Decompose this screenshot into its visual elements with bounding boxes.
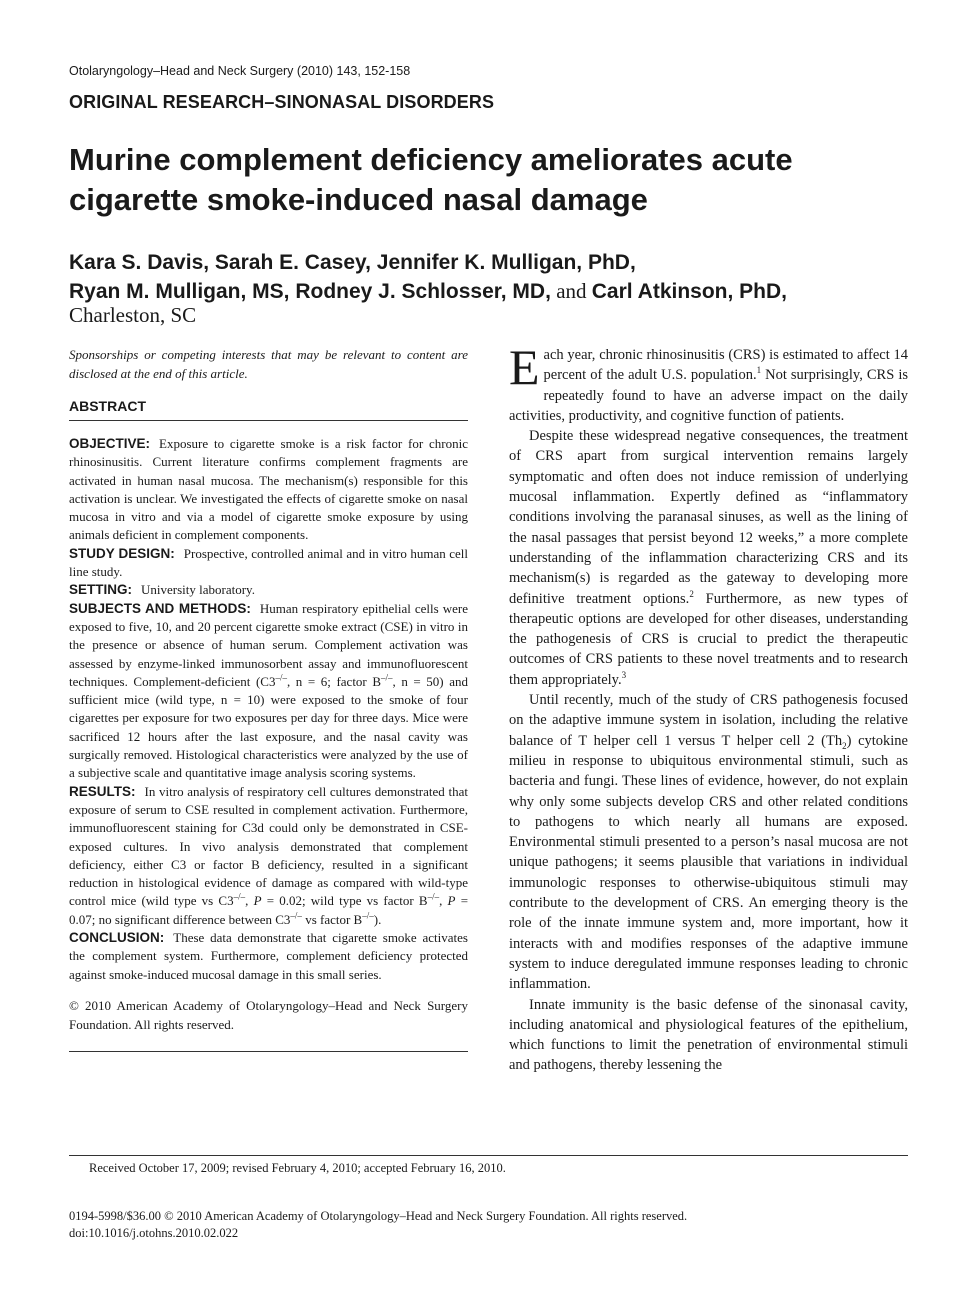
author-names-2b: Carl Atkinson, PhD,	[591, 280, 788, 303]
article-title: Murine complement deficiency ameliorates acute cigarette smoke-induced nasal damage	[69, 142, 793, 217]
abstract-copyright: © 2010 American Academy of Otolaryngology–Head and Neck Surgery Foundation. All rights reserved.	[69, 997, 468, 1032]
conclusion-label: CONCLUSION:	[69, 930, 165, 946]
knockout-superscript: –/–	[362, 910, 374, 921]
column-divider	[69, 1051, 468, 1052]
body-text: Until recently, much of the study of CRS pathogenesis focused on the adaptive immune system in isolation, including the relative balance of T helper cell 1 versus T helper cell 2 (Th	[509, 692, 908, 749]
p-value-symbol: P	[253, 893, 262, 909]
methods-label: SUBJECTS AND METHODS:	[69, 600, 251, 616]
setting-label: SETTING:	[69, 582, 132, 598]
author-list	[69, 249, 929, 306]
body-text: ) cytokine milieu in response to ubiquitous environmental stimuli, such as bacteria and fungi. These lines of evidence, however, do not explain why only some subjects develop CRS and other related conditions to pathogens to which nearly all humans are exposed. Environmental stimuli presented to a person’s nasal mucosa are not unique pathogens; it seems plausible that variations in individual immunologic responses to otherwise-ubiquitous stimuli may contribute to the development of CRS. An emerging theory is the role of the innate immune system and, more important, how it interacts with and modifies responses of the adaptive immune system to induce deregulated immune responses leading to chronic inflammation.	[509, 732, 908, 993]
results-text-6: vs factor B	[301, 911, 363, 927]
abstract-conclusion	[69, 929, 468, 984]
reference-1-link[interactable]: 1	[756, 365, 762, 376]
knockout-superscript: –/–	[290, 910, 302, 921]
results-text-2: ,	[245, 893, 254, 909]
section-label: ORIGINAL RESEARCH–SINONASAL DISORDERS	[69, 92, 495, 112]
results-text-1: In vitro analysis of respiratory cell cultures demonstrated that exposure of serum to CSE resulted in complement activation. Furthermore, immunofluorescent staining for C3d could only be demonstrated in CSE-exposed cultures. In vivo analysis demonstrated that complement deficiency, either C3 or factor B deficiency, resulted in a significant reduction in histological evidence of damage as compared with wild-type control mice (wild type vs C3	[69, 783, 468, 909]
knockout-superscript: –/–	[275, 672, 287, 683]
author-line-2	[69, 277, 929, 306]
body-text: Despite these widespread negative consequences, the treatment of CRS apart from surgical intervention remains largely symptomatic and often does not induce remission of underlying mucosal inflammation. Expertly defined as “inflammatory conditions involving the paranasal sinuses, as well as the lining of the nasal passages that persist beyond 12 weeks,” a more complete understanding of the inflammation characterizing CRS and its mechanism(s) is regarded as the gateway to developing more definitive treatment options.	[509, 428, 908, 607]
knockout-superscript: –/–	[381, 672, 393, 683]
knockout-superscript: –/–	[427, 892, 440, 903]
drop-cap: E	[509, 339, 540, 395]
issn-copyright: 0194-5998/$36.00 © 2010 American Academy of Otolaryngology–Head and Neck Surgery Foundation. All rights reserved.	[69, 1209, 688, 1223]
setting-text: University laboratory.	[141, 582, 255, 598]
results-text-5: = 0.07; no significant difference between C3	[69, 893, 469, 927]
abstract-design	[69, 545, 468, 582]
abstract-methods	[69, 600, 468, 783]
p-value-symbol: P	[447, 893, 456, 909]
design-text: Prospective, controlled animal and in vitro human cell line study.	[69, 545, 469, 580]
results-text-3: = 0.02; wild type vs factor B	[261, 893, 428, 909]
author-line-1: Kara S. Davis, Sarah E. Casey, Jennifer K. Mulligan, PhD,	[69, 251, 636, 274]
body-paragraph-1	[509, 339, 908, 426]
footer-divider	[69, 1155, 908, 1156]
methods-text-3: , n = 50) and sufficient mice (wild type, n = 10) were exposed to the smoke of four cigarettes per exposure for two exposures per day for three days. Mice were sacrificed 12 hours after the last exposure, and the nasal cavity was surgically removed. Histological characteristics were analyzed by the use of a subjective scale and quantitative image analysis scoring systems.	[69, 673, 468, 781]
methods-text-1: Human respiratory epithelial cells were exposed to five, 10, and 20 percent cigarette smoke extract (CSE) in vitro in the presence or absence of human serum. Complement activation was assessed by enzyme-linked immunosorbent assay and immunofluorescent techniques. Complement-deficient (C3	[69, 600, 468, 689]
right-column	[509, 339, 909, 1076]
sponsorship-note: Sponsorships or competing interests that may be relevant to content are disclosed at the end of this article.	[69, 347, 468, 381]
author-names-2a: Ryan M. Mulligan, MS, Rodney J. Schlosser, MD,	[69, 280, 551, 303]
body-text: ach year, chronic rhinosinusitis (CRS) is estimated to affect 14 percent of the adult U.S. population.	[543, 347, 908, 384]
methods-text-2: , n = 6; factor B	[286, 673, 381, 689]
body-paragraph-4: Innate immunity is the basic defense of the sinonasal cavity, including anatomical and physiological features of the epithelium, which functions to limit the penetration of environmental stimuli and pathogens, thereby lessening the	[509, 996, 908, 1074]
body-text: Furthermore, as new types of therapeutic options are developed for other diseases, understanding the pathogenesis of CRS is crucial to predict the therapeutic outcomes of CRS patients to these novel treatments and to research them appropriately.	[509, 590, 909, 688]
abstract-heading: ABSTRACT	[69, 398, 468, 421]
knockout-superscript: –/–	[233, 892, 246, 903]
objective-label: OBJECTIVE:	[69, 436, 151, 451]
author-conjunction: and	[556, 279, 587, 303]
doi-link[interactable]: doi:10.1016/j.otohns.2010.02.022	[69, 1226, 239, 1240]
results-label: RESULTS:	[69, 783, 136, 799]
affiliation: Charleston, SC	[69, 303, 197, 327]
journal-citation: Otolaryngology–Head and Neck Surgery (2010) 143, 152-158	[69, 64, 411, 78]
conclusion-text: These data demonstrate that cigarette smoke activates the complement system. Furthermore, complement deficiency protected against smoke-induced mucosal damage in this small series.	[69, 930, 468, 982]
abstract-setting	[69, 581, 468, 599]
subscript: 2	[842, 740, 847, 751]
design-label: STUDY DESIGN:	[69, 545, 175, 561]
abstract-objective	[69, 435, 468, 545]
results-text-4: ,	[439, 893, 448, 909]
body-text: Not surprisingly, CRS is repeatedly found to have an adverse impact on the daily activities, productivity, and cognitive function of patients.	[509, 367, 908, 424]
left-column	[69, 345, 468, 1052]
objective-text: Exposure to cigarette smoke is a risk factor for chronic rhinosinusitis. Current literature confirms complement fragments are activated in human nasal mucosa. The mechanism(s) responsible for this activation is unclear. We investigated the effects of cigarette smoke on nasal mucosa in vitro and via a model of cigarette smoke exposure by using animals deficient in complement components.	[69, 436, 468, 543]
body-paragraph-2	[509, 426, 908, 690]
body-paragraph-3	[509, 690, 908, 994]
received-dates: Received October 17, 2009; revised February 4, 2010; accepted February 16, 2010.	[89, 1161, 506, 1175]
reference-3-link[interactable]: 3	[621, 669, 627, 680]
results-text-7: ).	[373, 911, 382, 927]
reference-2-link[interactable]: 2	[689, 588, 694, 599]
abstract-results	[69, 783, 468, 929]
